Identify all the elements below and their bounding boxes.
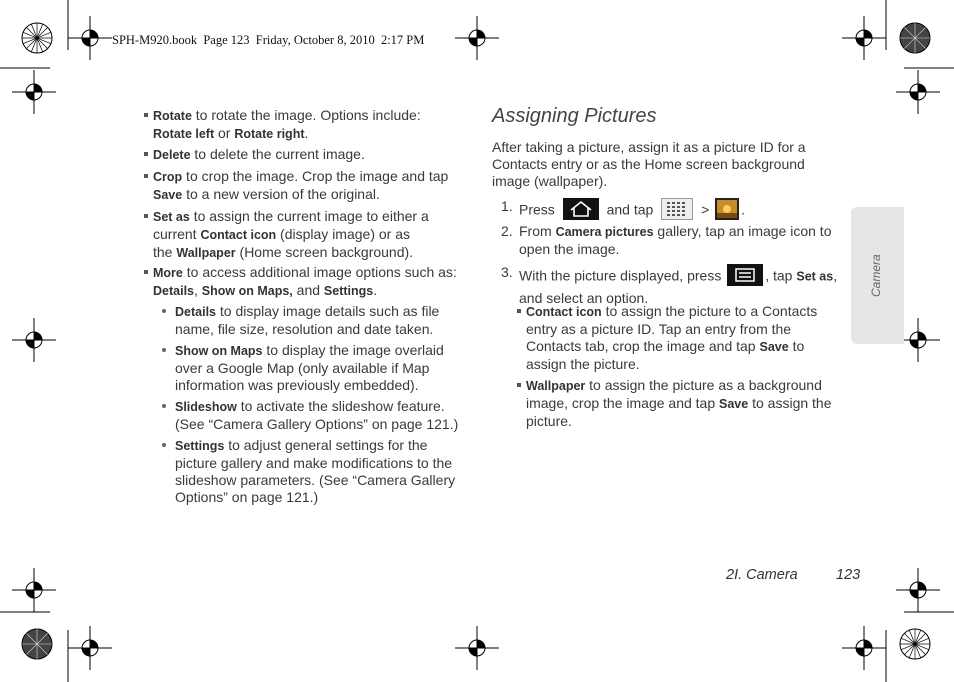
step-1: 1. Press and tap > . [519, 198, 745, 224]
menu-key-icon [727, 264, 763, 290]
bullet-icon [517, 383, 521, 387]
setas-item: Set as to assign the current image to either a current Contact icon (display image) or as the Wallpaper (Home screen background). [153, 208, 429, 262]
bullet-icon [162, 443, 166, 447]
step-2: 2. From Camera pictures gallery, tap an image icon to open the image. [501, 223, 832, 257]
gallery-icon [715, 198, 739, 224]
app-grid-icon [661, 198, 693, 224]
print-header: SPH-M920.book Page 123 Friday, October 8, 2010 2:17 PM [112, 33, 425, 47]
slideshow-item: Slideshow to activate the slideshow feature. (See “Camera Gallery Options” on page 121.) [175, 398, 458, 433]
rotate-term: Rotate [153, 109, 192, 123]
section-title: Assigning Pictures [492, 105, 657, 127]
show-on-maps-item: Show on Maps to display the image overlaid over a Google Map (only available if Map information was previously embedded). [175, 342, 444, 394]
more-item: More to access additional image options such as: Details, Show on Maps, and Settings. [153, 264, 457, 300]
chapter-tab [851, 207, 904, 344]
bullet-icon [162, 309, 166, 313]
rotate-item: Rotate to rotate the image. Options include: Rotate left or Rotate right. [153, 107, 421, 143]
contact-icon-item: Contact icon to assign the picture to a Contacts entry as a picture ID. Tap an entry from the Contacts tab, crop the image and tap Save to assign the picture. [526, 303, 817, 373]
step-3: 3. With the picture displayed, press , tap Set as, and select an option. [501, 264, 838, 306]
delete-item: Delete to delete the current image. [153, 146, 365, 164]
bullet-icon [144, 214, 148, 218]
bullet-icon [162, 404, 166, 408]
bullet-icon [517, 309, 521, 313]
intro-paragraph: After taking a picture, assign it as a picture ID for a Contacts entry or as the Home screen background image (wallpaper). [492, 139, 806, 189]
wallpaper-item: Wallpaper to assign the picture as a background image, crop the image and tap Save to assign the picture. [526, 377, 832, 430]
page-number: 123 [836, 567, 861, 583]
bullet-icon [144, 270, 148, 274]
settings-item: Settings to adjust general settings for the picture gallery and make modifications to the slideshow parameters. (See “Camera Gallery Options” on page 121.) [175, 437, 455, 506]
home-key-icon [563, 198, 599, 224]
footer-section: 2I. Camera [726, 567, 798, 583]
bullet-icon [162, 348, 166, 352]
bullet-icon [144, 174, 148, 178]
bullet-icon [144, 113, 148, 117]
details-item: Details to display image details such as file name, file size, resolution and date taken. [175, 303, 439, 338]
crop-item: Crop to crop the image. Crop the image and tap Save to a new version of the original. [153, 168, 448, 204]
bullet-icon [144, 152, 148, 156]
chapter-tab-label: Camera [869, 254, 883, 297]
